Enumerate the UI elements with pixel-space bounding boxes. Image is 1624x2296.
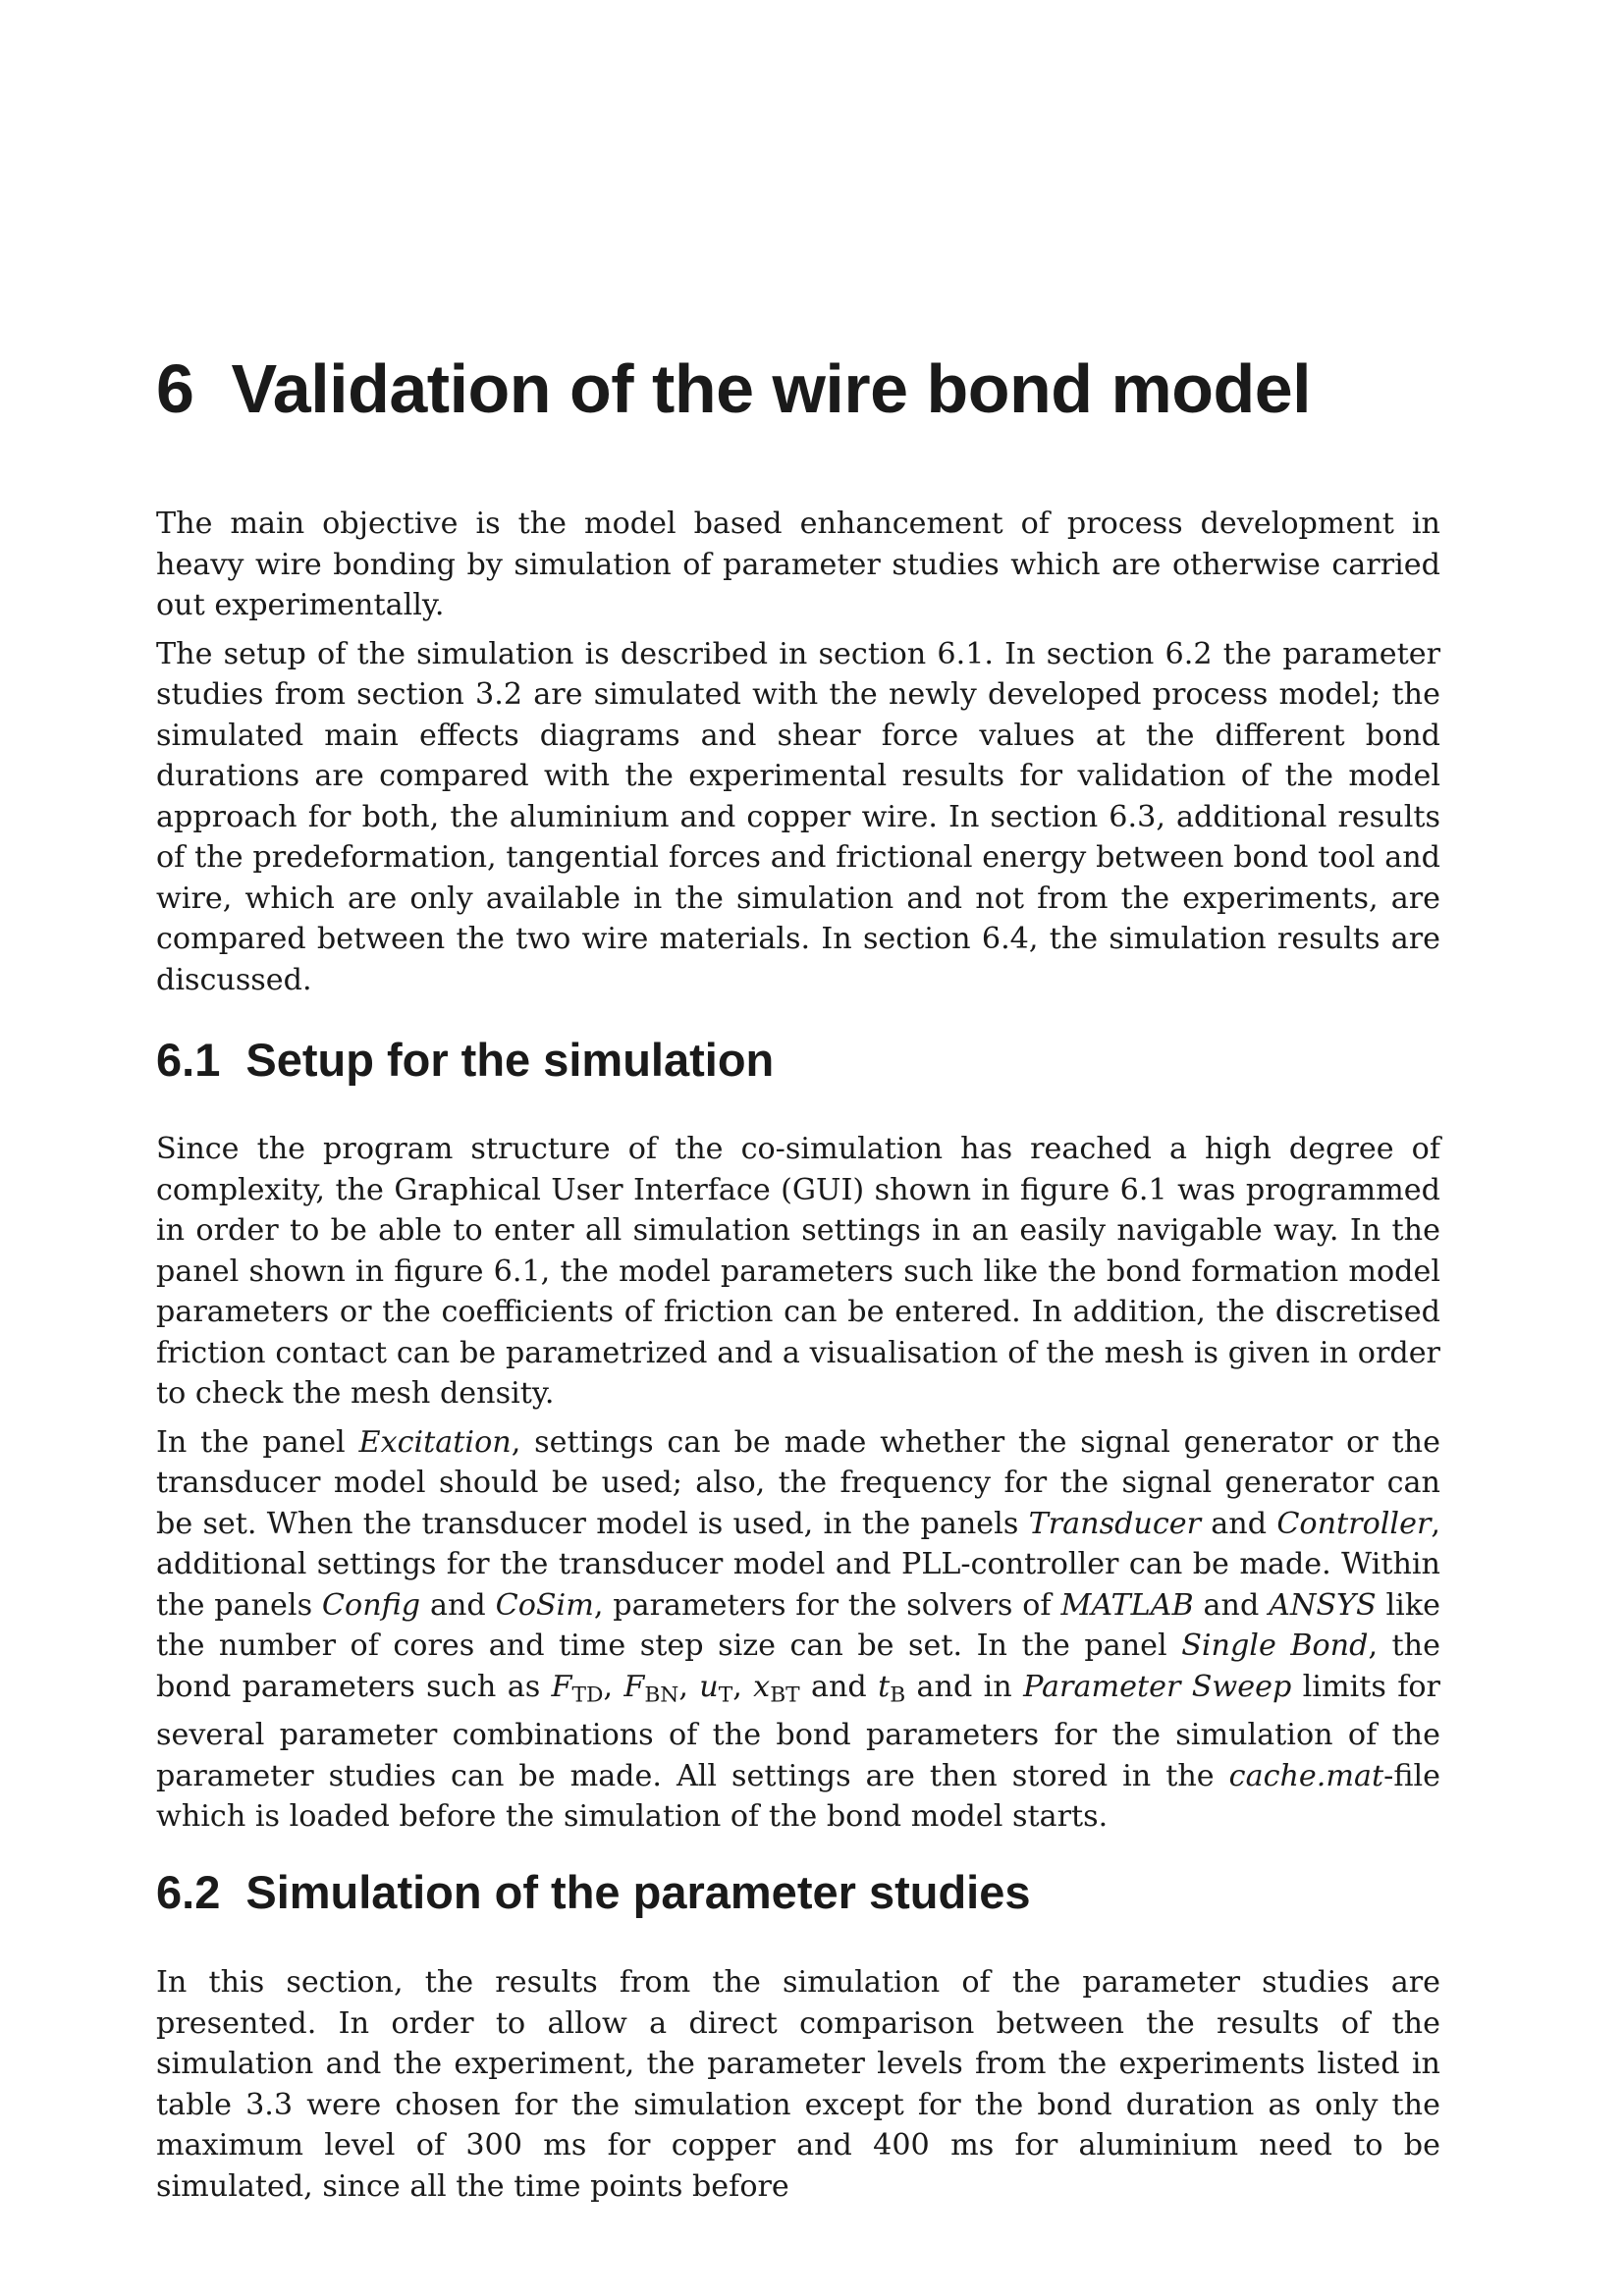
section-6-1-title bbox=[156, 1033, 774, 1087]
section-6-2-body bbox=[156, 1962, 1440, 2207]
excitation-term: Excitation bbox=[358, 1424, 512, 1460]
section-6-2-number: 6.2 bbox=[156, 1866, 221, 1918]
section-6-2-paragraph-1: In this section, the results from the simulation of the parameter studies are presented. In order to allow a direct comparison between the results of the simulation and the experiment, the parameter levels from the experiments listed in table 3.3 were chosen for the simulation except for the bond duration as only the maximum level of 300 ms for copper and 400 ms for aluminium need to be simulated, since all the time points before bbox=[156, 1965, 1440, 2204]
chapter-number: 6 bbox=[156, 350, 194, 427]
symbol-f-bn: $F_{BN}$ bbox=[623, 1669, 679, 1707]
chapter-title bbox=[156, 349, 1311, 428]
section-6-2-title bbox=[156, 1865, 1031, 1919]
cosim-term: CoSim bbox=[495, 1587, 594, 1623]
intro-paragraph-1: The main objective is the model based enhancement of process development in heavy wire bonding by simulation of parameter studies which are otherwise carried out experimentally. bbox=[156, 507, 1440, 622]
intro-block bbox=[156, 504, 1440, 1000]
single-bond-term: Single Bond bbox=[1181, 1629, 1369, 1663]
controller-term: Controller bbox=[1276, 1506, 1432, 1541]
symbol-f-td: $F_{TD}$ bbox=[551, 1669, 604, 1707]
section-6-1-number: 6.1 bbox=[156, 1034, 221, 1086]
config-term: Config bbox=[321, 1587, 421, 1623]
section-6-2-title-text: Simulation of the parameter studies bbox=[245, 1866, 1031, 1918]
symbol-x-bt: $x_{BT}$ bbox=[753, 1669, 800, 1707]
section-6-1-title-text: Setup for the simulation bbox=[245, 1034, 775, 1086]
chapter-title-text: Validation of the wire bond model bbox=[231, 350, 1312, 427]
symbol-u-t: $u_T$ bbox=[699, 1669, 733, 1707]
transducer-term: Transducer bbox=[1028, 1506, 1202, 1541]
matlab-term: MATLAB bbox=[1060, 1587, 1194, 1623]
parameter-sweep-term: Parameter Sweep bbox=[1023, 1669, 1292, 1704]
section-6-1-paragraph-1: Since the program structure of the co-simulation has reached a high degree of complexity, the Graphical User Interface (GUI) shown in figure 6.1 was programmed in order to be able to enter all simulation settings in an easily navigable way. In the panel shown in figure 6.1, the model parameters such like the bond formation model parameters or the coefficients of friction can be entered. In addition, the discretised friction contact can be parametrized and a visualisation of the mesh is given in order to check the mesh density. bbox=[156, 1132, 1440, 1411]
ansys-term: ANSYS bbox=[1269, 1587, 1377, 1623]
section-6-1-body bbox=[156, 1129, 1440, 1838]
cache-file-term: cache.mat bbox=[1228, 1758, 1384, 1793]
section-6-1-paragraph-2: In the panel Excitation, settings can be made whether the signal generator or the transducer model should be used; also, the frequency for the signal generator can be set. When the transducer model is used, in the panels Transducer and Controller, additional settings for the transducer model and PLL-controller can be made. Within the panels Config and CoSim, parameters for the solvers of MATLAB and ANSYS like the number of cores and time step size can be set. In the panel Single Bond, the bond parameters such as $F_{TD}$, $F_{BN}$, $u_T$, $x_{BT}$ and $t_B$ and in Parameter Sweep limits for several parameter combinations of the bond parameters for the simulation of the parameter studies can be made. All settings are then stored in the cache.mat-file which is loaded before the simulation of the bond model starts. bbox=[156, 1424, 1440, 1835]
intro-paragraph-2: The setup of the simulation is described in section 6.1. In section 6.2 the parameter studies from section 3.2 are simulated with the newly developed process model; the simulated main effects diagrams and shear force values at the different bond durations are compared with the experimental results for validation of the model approach for both, the aluminium and copper wire. In section 6.3, additional results of the predeformation, tangential forces and frictional energy between bond tool and wire, which are only available in the simulation and not from the experiments, are compared between the two wire materials. In section 6.4, the simulation results are discussed. bbox=[156, 636, 1440, 997]
symbol-t-b: $t_B$ bbox=[878, 1669, 906, 1707]
